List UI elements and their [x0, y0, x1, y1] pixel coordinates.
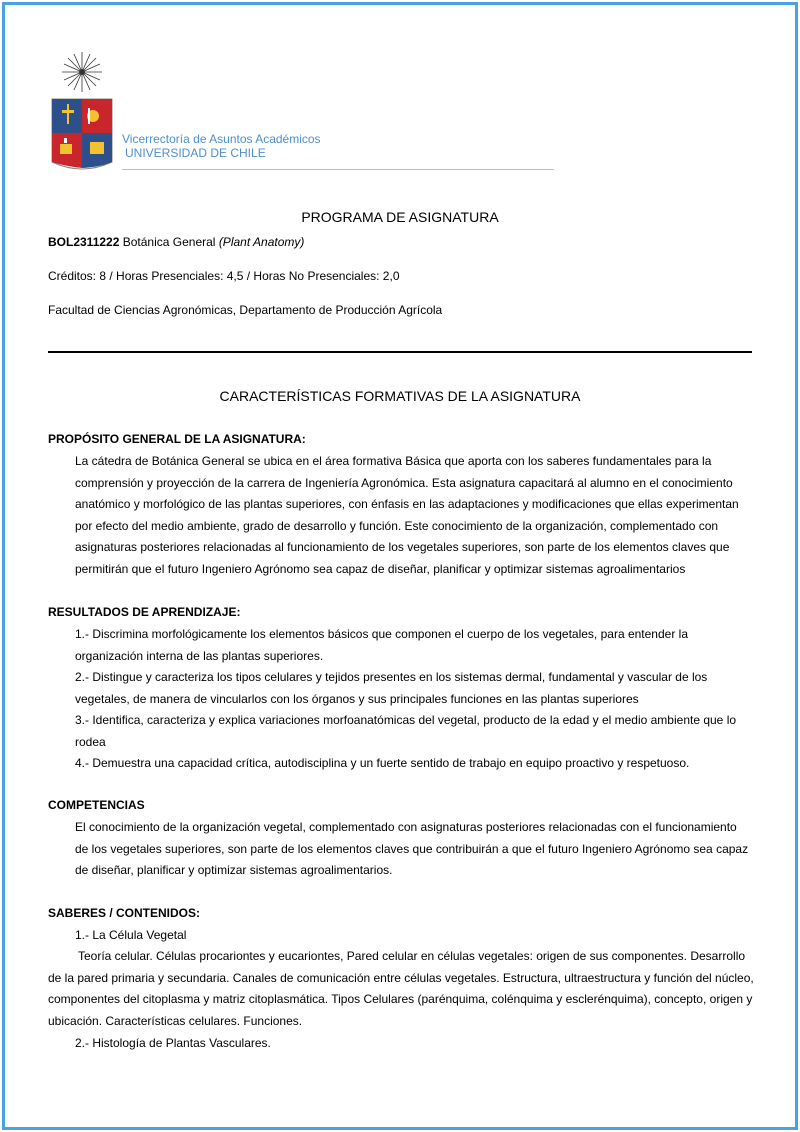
course-code: BOL2311222	[48, 235, 120, 249]
outcome-item: 1.- Discrimina morfológicamente los elementos básicos que componen el cuerpo de los vegetales, para entender la organización interna de las plantas superiores.	[75, 627, 689, 663]
competencies-heading: COMPETENCIAS	[48, 798, 145, 812]
characteristics-title: CARACTERÍSTICAS FORMATIVAS DE LA ASIGNATURA	[219, 388, 581, 404]
header	[48, 50, 568, 175]
competencies-text: El conocimiento de la organización vegetal, complementado con asignaturas posteriores relacionadas con el funcionamiento de los vegetales superiores, son parte de los elementos claves que contribuirán a que el futuro Ingeniero Agrónomo sea capaz de diseñar, planificar y optimizar sistemas agroalimentarios.	[75, 820, 749, 877]
institution-name	[122, 132, 321, 160]
outcome-item: 2.- Distingue y caracteriza los tipos celulares y tejidos presentes en los sistemas dermal, fundamental y vascular de los vegetales, de manera de vincularlos con los órganos y sus principales funciones en las plantas superiores	[75, 670, 708, 706]
unit-1-body: Teoría celular. Células procariontes y eucariontes, Pared celular en células vegetales: origen de sus componentes. Desarrollo de la pared primaria y secundaria. Canales de comunicación entre células vegetales. Estructura, ultraestructura y función del núcleo, componentes del citoplasma y matriz citoplasmática. Tipos Celulares (parénquima, colénquima y esclerénquima), concepto, origen y ubicación. Características celulares. Funciones.	[48, 949, 754, 1028]
institution-line1: Vicerrectoría de Asuntos Académicos	[122, 132, 321, 146]
section-divider	[48, 351, 752, 353]
course-name-english: (Plant Anatomy)	[218, 235, 305, 249]
outcomes-heading: RESULTADOS DE APRENDIZAJE:	[48, 605, 241, 619]
course-name: Botánica General	[122, 235, 216, 249]
purpose-heading: PROPÓSITO GENERAL DE LA ASIGNATURA:	[48, 432, 306, 446]
contents-heading: SABERES / CONTENIDOS:	[48, 906, 201, 920]
faculty-line: Facultad de Ciencias Agronómicas, Departamento de Producción Agrícola	[48, 303, 443, 317]
outcome-item: 3.- Identifica, caracteriza y explica variaciones morfoanatómicas del vegetal, producto de la edad y el medio ambiente que lo rodea	[75, 713, 737, 749]
unit-2-title: 2.- Histología de Plantas Vasculares.	[75, 1036, 271, 1050]
course-line	[48, 235, 304, 249]
program-title: PROGRAMA DE ASIGNATURA	[301, 209, 499, 225]
purpose-text: La cátedra de Botánica General se ubica en el área formativa Básica que aporta con los saberes fundamentales para la comprensión y proyección de la carrera de Ingeniería Agronómica. Esta asignatura capacitará al alumno en el conocimiento anatómico y morfológico de las plantas superiores, con énfasis en las adaptaciones y modificaciones que ellas experimentan por efecto del medio ambiente, grado de desarrollo y función. Este conocimiento de la organización, complementado con asignaturas posteriores relacionadas al funcionamiento de los vegetales superiores, son parte de los elementos claves que permitirán que el futuro Ingeniero Agrónomo sea capaz de diseñar, planificar y optimizar sistemas agroalimentarios	[75, 454, 739, 576]
institution-line2: UNIVERSIDAD DE CHILE	[125, 146, 266, 160]
unit-1-title: 1.- La Célula Vegetal	[75, 928, 187, 942]
university-crest-logo	[48, 50, 116, 175]
credits-line: Créditos: 8 / Horas Presenciales: 4,5 / Horas No Presenciales: 2,0	[48, 269, 400, 283]
header-divider	[122, 169, 554, 170]
outcome-item: 4.- Demuestra una capacidad crítica, autodisciplina y un fuerte sentido de trabajo en equipo proactivo y respetuoso.	[75, 756, 690, 770]
outcomes-list	[75, 624, 753, 775]
